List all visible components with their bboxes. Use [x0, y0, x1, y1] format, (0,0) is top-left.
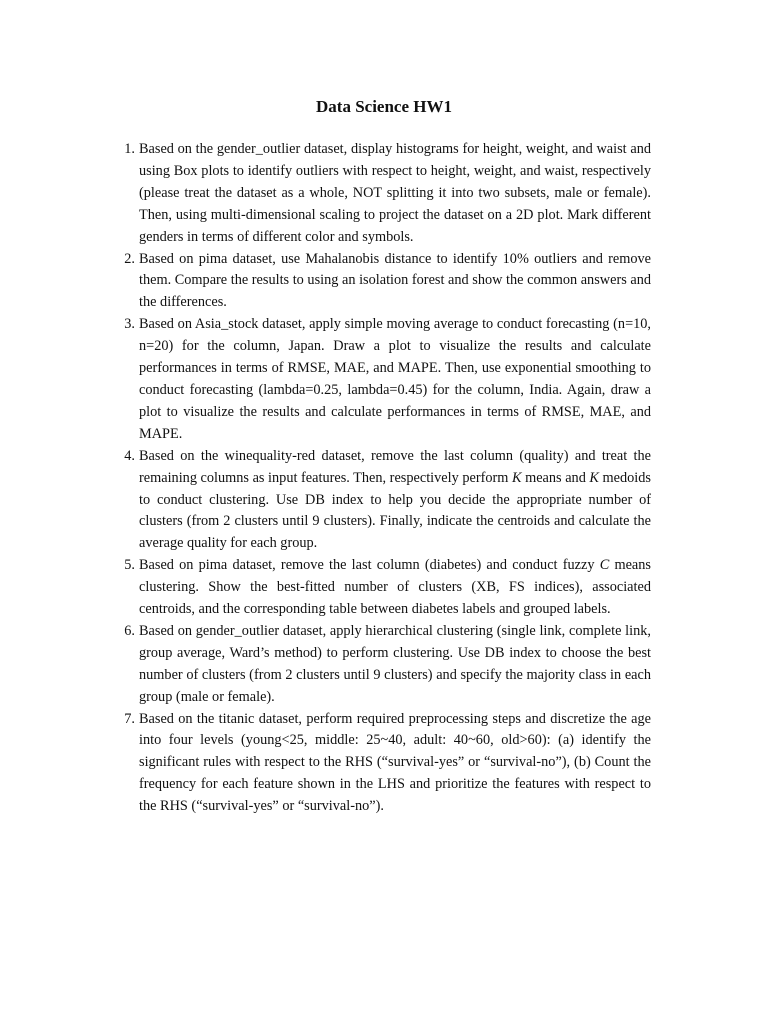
- question-number: 5.: [124, 557, 135, 574]
- question-text: [139, 446, 651, 556]
- page-title: Data Science HW1: [316, 97, 452, 116]
- question-text-part: means and: [521, 469, 590, 486]
- question-7: [124, 709, 651, 819]
- question-number: 4.: [124, 447, 135, 464]
- question-text: [139, 555, 651, 621]
- question-5: [124, 555, 651, 621]
- question-3: [124, 314, 651, 445]
- italic-variable: C: [599, 557, 610, 574]
- question-text: Based on Asia_stock dataset, apply simple moving average to conduct forecasting (n=10, n=20) for the column, Japan. Draw a plot to visualize the results and calculate performances in terms of RMSE, MAE, and MAPE. Then, use exponential smoothing to conduct forecasting (lambda=0.25, lambda=0.45) for the column, India. Again, draw a plot to visualize the results and calculate performances in terms of RMSE, MAE, and MAPE.: [139, 316, 651, 442]
- question-text: Based on the titanic dataset, perform required preprocessing steps and discretize the age into four levels (young<25, middle: 25~40, adult: 40~60, old>60): (a) identify the significant rules with respect to the RHS (“survival-yes” or “survival-no”), (b) Count the frequency for each feature shown in the LHS and prioritize the features with respect to the RHS (“survival-yes” or “survival-no”).: [139, 710, 651, 815]
- question-text-part: medoids to conduct clustering. Use DB index to help you decide the appropriate number of clusters (from 2 clusters until 9 clusters). Finally, indicate the centroids and calculate the average quality for each group.: [139, 469, 651, 552]
- question-number: 6.: [124, 622, 135, 639]
- question-number: 7.: [124, 710, 135, 727]
- question-text-part: means clustering. Show the best-fitted number of clusters (XB, FS indices), associated centroids, and the corresponding table between diabetes labels and grouped labels.: [139, 557, 651, 618]
- question-list: [124, 139, 651, 818]
- question-text-part: Based on pima dataset, remove the last column (diabetes) and conduct fuzzy: [139, 557, 600, 574]
- question-1: [124, 139, 651, 249]
- question-2: [124, 249, 651, 315]
- question-number: 1.: [124, 141, 135, 157]
- italic-variable: K: [511, 469, 522, 486]
- question-number: 2.: [124, 250, 135, 267]
- question-number: 3.: [124, 316, 135, 333]
- question-4: [124, 446, 651, 556]
- question-text: Based on gender_outlier dataset, apply hierarchical clustering (single link, complete link, group average, Ward’s method) to perform clustering. Use DB index to choose the best number of clusters (from 2 clusters until 9 clusters) and specify the majority class in each group (male or female).: [139, 622, 651, 705]
- question-6: [124, 621, 651, 709]
- italic-variable: K: [589, 469, 599, 486]
- question-text: Based on the gender_outlier dataset, display histograms for height, weight, and waist and using Box plots to identify outliers with respect to height, weight, and waist, respectively (please treat the dataset as a whole, NOT splitting it into two subsets, male or female). Then, using multi-dimensional scaling to project the dataset on a 2D plot. Mark different genders in terms of different color and symbols.: [139, 141, 651, 245]
- question-text-part: Based on the winequality-red dataset, remove the last column (quality) and treat the remaining columns as input features. Then, respectively perform: [139, 447, 651, 486]
- question-text: Based on pima dataset, use Mahalanobis distance to identify 10% outliers and remove them. Compare the results to using an isolation forest and show the common answers and the differences.: [139, 250, 651, 311]
